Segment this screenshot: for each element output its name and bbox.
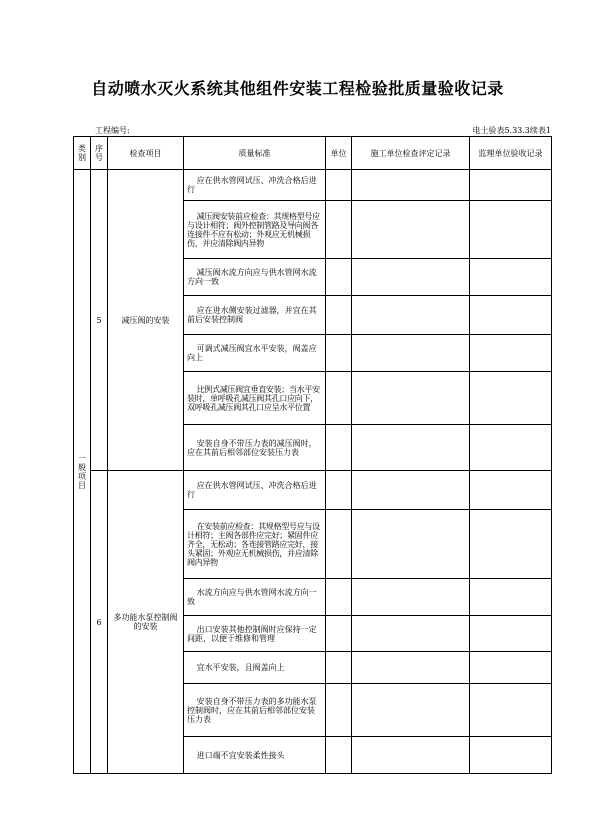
contractor-record-cell[interactable] — [352, 201, 470, 259]
seq-cell: 5 — [91, 170, 108, 471]
supervisor-record-cell[interactable] — [470, 684, 552, 737]
standard-cell: 水流方向应与供水管网水流方向一致 — [184, 579, 326, 616]
standard-cell: 可调式减压阀宜水平安装，阀盖应向上 — [184, 335, 326, 372]
contractor-record-cell[interactable] — [352, 372, 470, 425]
unit-cell[interactable] — [326, 335, 352, 372]
table-header-row — [74, 137, 552, 170]
contractor-record-cell[interactable] — [352, 471, 470, 510]
supervisor-record-cell[interactable] — [470, 335, 552, 372]
standard-cell: 安装自身不带压力表的减压阀时，应在其前后相邻部位安装压力表 — [184, 425, 326, 471]
category-cell: 一般项目 — [74, 170, 91, 774]
contractor-record-cell[interactable] — [352, 510, 470, 579]
page-title: 自动喷水灭火系统其他组件安装工程检验批质量验收记录 — [91, 79, 504, 98]
standard-cell: 宜水平安装，且阀盖向上 — [184, 652, 326, 684]
unit-cell[interactable] — [326, 684, 352, 737]
table-row — [74, 471, 552, 510]
header-category: 类别 — [74, 137, 91, 170]
header-supervisor: 监理单位验收记录 — [470, 137, 552, 170]
standard-cell: 应在供水管网试压、冲洗合格后进行 — [184, 471, 326, 510]
unit-cell[interactable] — [326, 425, 352, 471]
supervisor-record-cell[interactable] — [470, 425, 552, 471]
unit-cell[interactable] — [326, 510, 352, 579]
unit-cell[interactable] — [326, 201, 352, 259]
standard-cell: 出口安装其他控制阀时应保持一定间距，以便于维修和管理 — [184, 616, 326, 652]
standard-cell: 应在供水管网试压、冲洗合格后进行 — [184, 170, 326, 201]
supervisor-record-cell[interactable] — [470, 259, 552, 296]
contractor-record-cell[interactable] — [352, 170, 470, 201]
standard-cell: 应在进水侧安装过滤器，并宜在其前后安装控制阀 — [184, 296, 326, 335]
unit-cell[interactable] — [326, 471, 352, 510]
supervisor-record-cell[interactable] — [470, 737, 552, 774]
contractor-record-cell[interactable] — [352, 296, 470, 335]
unit-cell[interactable] — [326, 259, 352, 296]
header-contractor: 施工单位检查评定记录 — [352, 137, 470, 170]
supervisor-record-cell[interactable] — [470, 170, 552, 201]
contractor-record-cell[interactable] — [352, 616, 470, 652]
standard-cell: 比例式减压阀宜垂直安装；当水平安装时，单呼吸孔减压阀其孔口应向下，双呼吸孔减压阀其孔口应呈水平位置 — [184, 372, 326, 425]
unit-cell[interactable] — [326, 296, 352, 335]
item-cell: 减压阀的安装 — [108, 170, 184, 471]
item-cell: 多功能水泵控制阀的安装 — [108, 471, 184, 774]
supervisor-record-cell[interactable] — [470, 471, 552, 510]
contractor-record-cell[interactable] — [352, 425, 470, 471]
supervisor-record-cell[interactable] — [470, 510, 552, 579]
unit-cell[interactable] — [326, 652, 352, 684]
supervisor-record-cell[interactable] — [470, 616, 552, 652]
standard-cell: 减压阀水流方向应与供水管网水流方向一致 — [184, 259, 326, 296]
standard-cell: 在安装前应检查：其规格型号应与设计相符；主阀各部件应完好；紧固件应齐全，无松动；各连接管路应完好，接头紧固；外观应无机械损伤，并应清除阀内异物 — [184, 510, 326, 579]
supervisor-record-cell[interactable] — [470, 201, 552, 259]
unit-cell[interactable] — [326, 616, 352, 652]
header-unit: 单位 — [326, 137, 352, 170]
contractor-record-cell[interactable] — [352, 335, 470, 372]
unit-cell[interactable] — [326, 579, 352, 616]
standard-cell: 安装自身不带压力表的多功能水泵控制阀时，应在其前后相邻部位安装压力表 — [184, 684, 326, 737]
header-standard: 质量标准 — [184, 137, 326, 170]
unit-cell[interactable] — [326, 170, 352, 201]
standard-cell: 减压阀安装前应检查：其规格型号应与设计相符；阀外控制管路及导向阀各连接件不应有松动；外观应无机械损伤，并应清除阀内异物 — [184, 201, 326, 259]
supervisor-record-cell[interactable] — [470, 372, 552, 425]
contractor-record-cell[interactable] — [352, 737, 470, 774]
standard-cell: 进口端不宜安装柔性接头 — [184, 737, 326, 774]
contractor-record-cell[interactable] — [352, 684, 470, 737]
contractor-record-cell[interactable] — [352, 652, 470, 684]
contractor-record-cell[interactable] — [352, 259, 470, 296]
header-seq: 序号 — [91, 137, 108, 170]
supervisor-record-cell[interactable] — [470, 579, 552, 616]
supervisor-record-cell[interactable] — [470, 652, 552, 684]
header-item: 检查项目 — [108, 137, 184, 170]
form-code: 电土验表5.33.3续表1 — [472, 126, 551, 135]
seq-cell: 6 — [91, 471, 108, 774]
table-row — [74, 170, 552, 201]
inspection-table — [73, 136, 552, 774]
supervisor-record-cell[interactable] — [470, 296, 552, 335]
project-number-label: 工程编号: — [95, 126, 130, 135]
unit-cell[interactable] — [326, 372, 352, 425]
contractor-record-cell[interactable] — [352, 579, 470, 616]
unit-cell[interactable] — [326, 737, 352, 774]
